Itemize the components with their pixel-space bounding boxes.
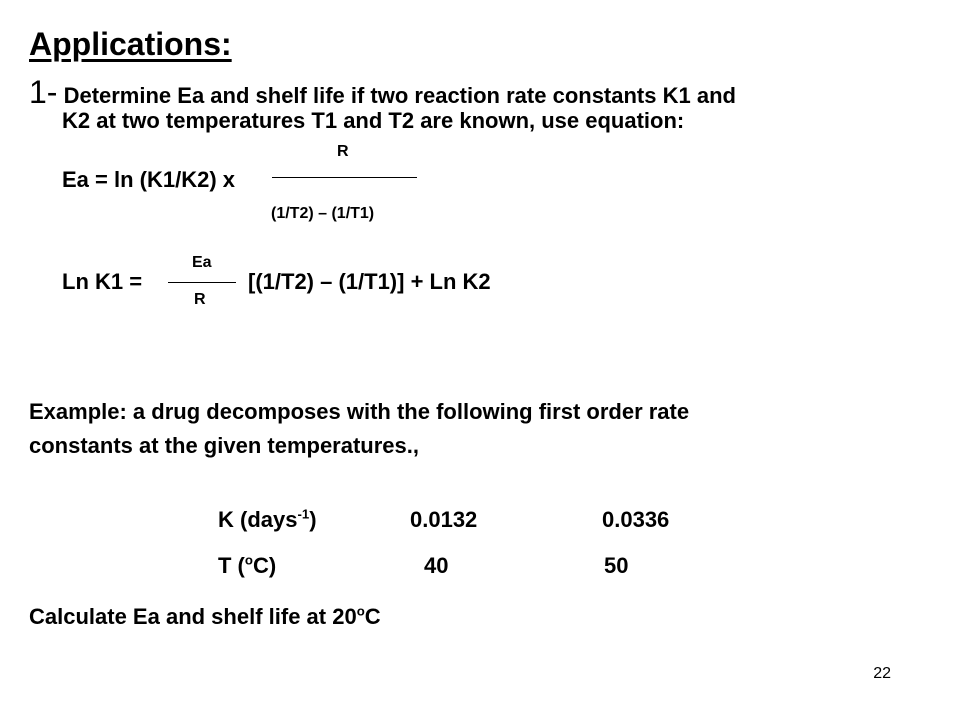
eq1-fraction-bar: [272, 177, 417, 178]
k-value-40: 0.0132: [410, 507, 478, 532]
example-line1: Example: a drug decomposes with the following first order rate: [29, 399, 690, 424]
t-row-label: T ($^o$C): [218, 552, 277, 578]
page-number: 22: [873, 665, 891, 682]
eq1-numerator: R: [337, 143, 349, 160]
eq1-denominator: (1/T2) – (1/T1): [271, 205, 375, 222]
eq2-numerator: Ea: [192, 254, 212, 271]
t-value-50: 50: [604, 553, 629, 578]
list-item-1: [29, 74, 736, 111]
k-value-50: 0.0336: [602, 507, 670, 532]
list-item-text-line2: K2 at two temperatures T1 and T2 are known, use equation:: [62, 108, 685, 133]
list-item-text-line1: Determine Ea and shelf life if two reaction rate constants K1 and: [57, 83, 736, 108]
eq2-rhs: [(1/T2) – (1/T1)] + Ln K2: [248, 269, 491, 294]
slide-title: Applications:: [29, 26, 232, 62]
example-line2: constants at the given temperatures.,: [29, 433, 419, 458]
k-row-label: K (days$^{-1}$): [218, 506, 317, 532]
eq2-lhs: Ln K1 =: [62, 269, 143, 294]
eq1-lhs: Ea = ln (K1/K2) x: [62, 167, 236, 192]
list-item-number: 1-: [29, 74, 58, 110]
t-value-40: 40: [424, 553, 449, 578]
eq2-fraction-bar: [168, 282, 236, 283]
question-text: Calculate Ea and shelf life at 20$^o$C: [29, 603, 381, 629]
eq2-denominator: R: [194, 291, 206, 308]
